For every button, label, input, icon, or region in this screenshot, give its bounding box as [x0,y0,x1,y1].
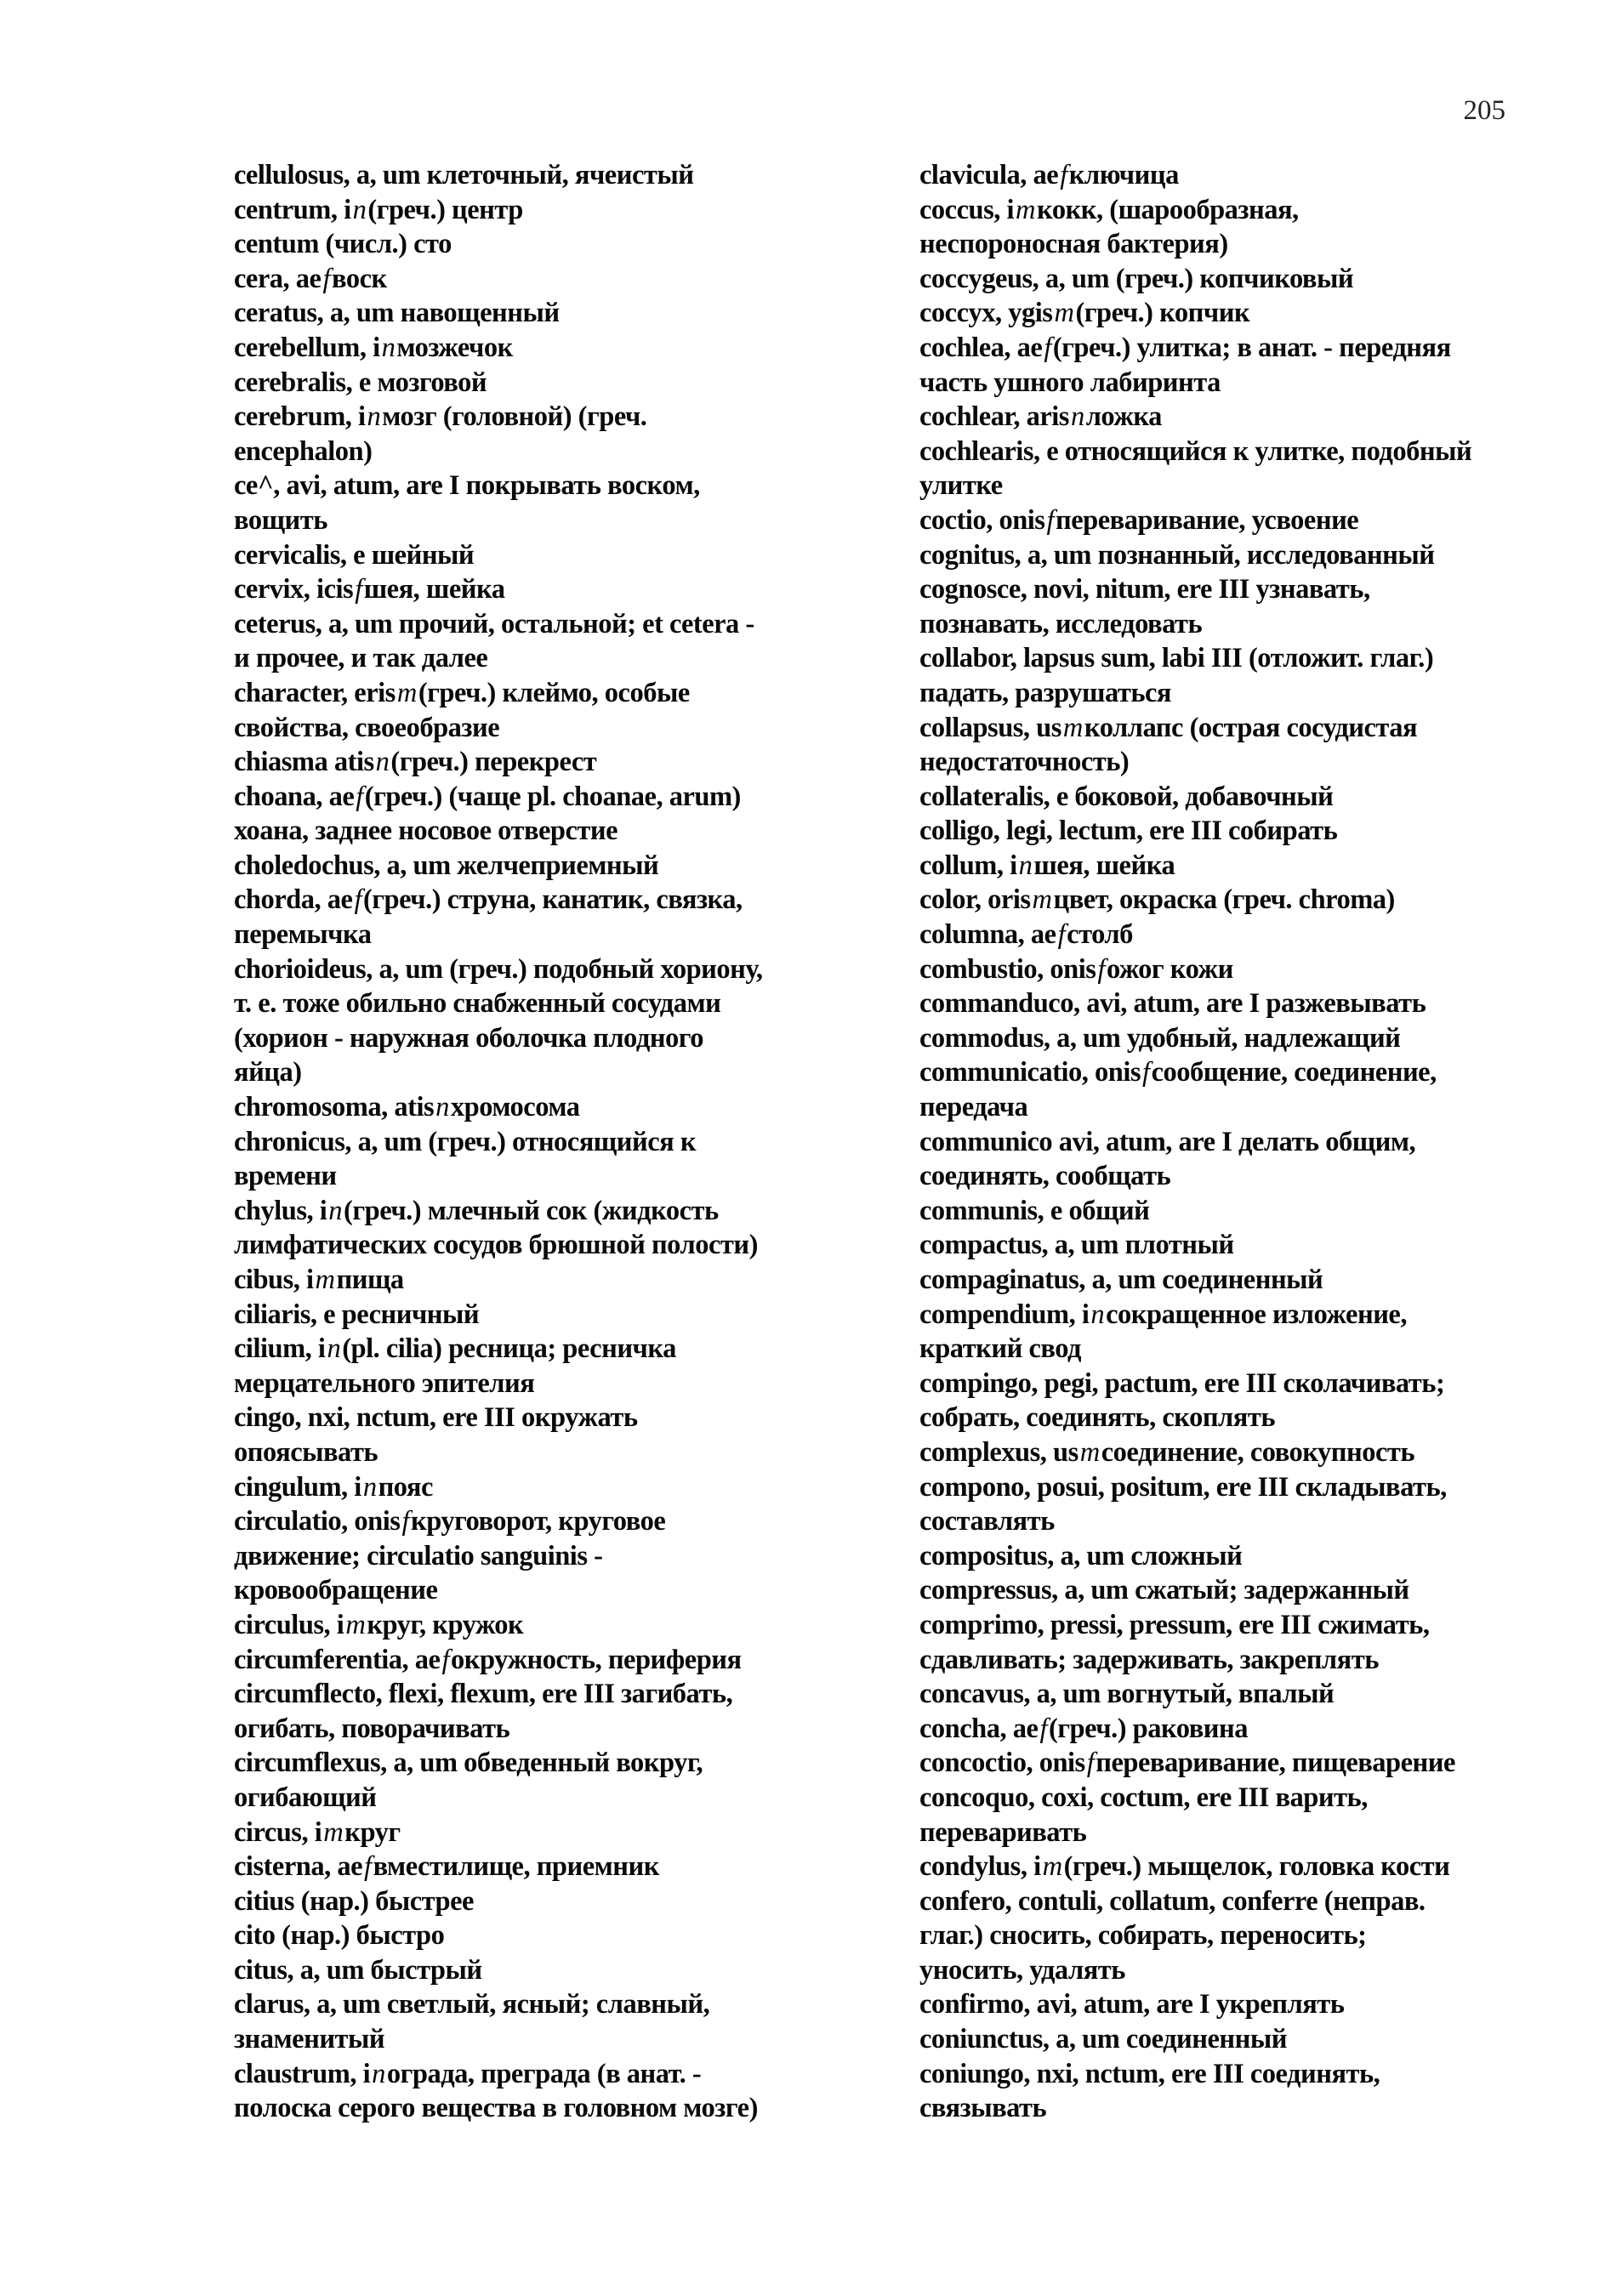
dictionary-entry [919,711,1540,780]
dictionary-entry [234,538,906,573]
entry-definition: круговорот, круговое [410,1506,666,1537]
entry-headword: chylus, i [234,1195,327,1226]
gender-marker: m [315,1265,335,1295]
dictionary-entry [919,1055,1540,1124]
dictionary-entry [234,607,906,676]
entry-headword: compaginatus, a, um соединенный [919,1265,1323,1295]
dictionary-entry [234,883,906,952]
dictionary-entry [919,1781,1540,1850]
entry-headword: colligo, legi, lectum, ere III собирать [919,816,1338,847]
gender-marker: f [1046,504,1054,536]
dictionary-entry [919,1712,1540,1747]
entry-headword: character, eris [234,677,396,708]
entry-headword: choana, ae [234,781,355,812]
entry-headword: chorioideus, a, um (греч.) подобный хориону, [234,953,763,985]
entry-definition: столб [1067,919,1133,951]
dictionary-entry [234,1125,906,1194]
dictionary-entry [919,1539,1540,1574]
dictionary-entry [234,193,906,228]
entry-continuation: (хорион - наружная оболочка плодного [234,1022,703,1054]
dictionary-entry [919,1298,1540,1367]
dictionary-entry [919,1470,1540,1539]
entry-headword: concoquo, coxi, coctum, ere III варить, [919,1782,1368,1813]
entry-definition: (греч.) струна, канатик, связка, [362,884,743,916]
entry-headword: coccygeus, a, um (греч.) копчиковый [919,263,1354,294]
entry-definition: пояс [378,1471,433,1503]
dictionary-entry [234,1884,906,1919]
entry-continuation: падать, разрушаться [919,677,1172,708]
entry-headword: chorda, ae [234,884,353,916]
entry-headword: cilium, i [234,1333,326,1365]
entry-continuation: опоясывать [234,1436,378,1468]
gender-marker: n [1070,401,1084,433]
entry-definition: переваривание, усвоение [1056,504,1359,536]
gender-marker: f [1060,160,1067,190]
entry-definition: сокращенное изложение, [1106,1299,1407,1330]
left-column [234,158,906,2126]
entry-definition: (pl. cilia) ресница; ресничка [342,1333,676,1365]
dictionary-entry [919,849,1540,884]
entry-continuation: яйца) [234,1057,302,1088]
entry-headword: cerebrum, i [234,401,366,433]
gender-marker: n [362,1471,377,1503]
entry-definition: воск [331,263,387,294]
entry-definition: сообщение, соединение, [1151,1057,1437,1088]
entry-headword: chiasma atis [234,747,374,778]
gender-marker: n [328,1195,343,1226]
dictionary-entry [234,366,906,401]
entry-definition: ожог кожи [1106,953,1233,985]
dictionary-entry [234,1298,906,1333]
entry-headword: commanduco, avi, atum, are I разжевывать [919,988,1426,1020]
gender-marker: n [1090,1299,1105,1330]
entry-headword: coccus, i [919,194,1015,225]
entry-headword: compressus, a, um сжатый; задержанный [919,1575,1409,1606]
entry-definition: соединение, совокупность [1101,1436,1415,1468]
dictionary-entry [919,1263,1540,1298]
entry-headword: choledochus, a, um желчеприемный [234,850,659,881]
entry-definition: переваривание, пищеварение [1096,1748,1455,1779]
entry-headword: ceterus, a, um прочий, остальной; et cetera - [234,608,754,639]
dictionary-entry [919,641,1540,710]
dictionary-entry [234,572,906,607]
dictionary-entry [234,1401,906,1469]
gender-marker: f [1057,919,1066,951]
entry-headword: collateralis, e боковой, добавочный [919,781,1334,812]
entry-headword: cito (нар.) быстро [234,1920,445,1952]
entry-definition: круг [344,1816,401,1848]
dictionary-entry [234,1953,906,1988]
dictionary-entry [234,1918,906,1953]
entry-headword: chronicus, a, um (греч.) относящийся к [234,1126,697,1157]
entry-definition: мозжечок [396,332,513,363]
entry-headword: circulatio, onis [234,1506,401,1537]
entry-definition: (греч.) улитка; в анат. - передняя [1052,332,1451,363]
entry-headword: cellulosus, a, um клеточный, ячеистый [234,160,694,190]
dictionary-entry [919,1746,1540,1781]
entry-headword: confirmo, avi, atum, are I укреплять [919,1989,1345,2020]
entry-definition: цвет, окраска (греч. chroma) [1053,884,1395,916]
gender-marker: f [355,574,362,605]
entry-headword: compositus, a, um сложный [919,1540,1243,1571]
dictionary-entry [234,849,906,884]
gender-marker: m [1032,884,1052,916]
entry-headword: condylus, i [919,1851,1041,1883]
entry-headword: centrum, i [234,194,351,225]
entry-headword: cerebellum, i [234,332,380,363]
entry-headword: cingo, nxi, nctum, ere III окружать [234,1402,638,1434]
entry-continuation: мерцательного эпителия [234,1367,535,1399]
entry-headword: collum, i [919,850,1017,881]
dictionary-entry [919,1228,1540,1263]
gender-marker: m [1016,194,1036,225]
entry-headword: cochlea, ae [919,332,1043,363]
entry-headword: cisterna, ae [234,1851,363,1883]
dictionary-entry [919,262,1540,297]
entry-headword: cognitus, a, um познанный, исследованный [919,539,1435,571]
entry-headword: claustrum, i [234,2058,371,2089]
gender-marker: f [1142,1057,1150,1088]
entry-definition: кокк, (шарообразная, [1037,194,1299,225]
dictionary-entry [234,2057,906,2126]
entry-definition: коллапс (острая сосудистая [1084,712,1418,743]
entry-continuation: полоска серого вещества в головном мозге) [234,2093,758,2124]
dictionary-entry [919,400,1540,435]
entry-headword: citius (нар.) быстрее [234,1885,474,1917]
entry-headword: circumflexus, a, um обведенный вокруг, [234,1748,703,1779]
entry-headword: color, oris [919,884,1031,916]
dictionary-entry [919,435,1540,503]
entry-headword: commodus, a, um удобный, надлежащий [919,1022,1401,1054]
entry-definition: шея, шейка [1033,850,1175,881]
dictionary-entry [919,1367,1540,1435]
dictionary-entry [919,883,1540,918]
dictionary-entry [919,986,1540,1021]
entry-continuation: недостаточность) [919,747,1130,778]
dictionary-entry [919,814,1540,849]
dictionary-entry [919,1021,1540,1056]
entry-definition: (греч.) центр [367,194,523,225]
entry-headword: concoctio, onis [919,1748,1085,1779]
dictionary-entry [234,1263,906,1298]
entry-headword: cera, ae [234,263,322,294]
entry-definition: хромосома [450,1092,580,1123]
dictionary-entry [919,1884,1540,1988]
dictionary-entry [234,331,906,366]
entry-headword: comprimo, pressi, pressum, ere III сжимать, [919,1609,1430,1640]
dictionary-entry [919,2057,1540,2126]
dictionary-entry [919,572,1540,641]
entry-headword: combustio, onis [919,953,1096,985]
gender-marker: m [1042,1851,1062,1883]
entry-headword: cognosce, novi, nitum, ere III узнавать, [919,574,1370,605]
dictionary-entry [234,745,906,780]
gender-marker: f [1039,1713,1047,1744]
entry-continuation: уносить, удалять [919,1954,1125,1986]
gender-marker: f [1097,953,1105,985]
entry-headword: ciliaris, e ресничный [234,1299,480,1330]
entry-headword: coniungo, nxi, nctum, ere III соединять, [919,2058,1380,2089]
dictionary-entry [919,1608,1540,1677]
dictionary-entry [919,952,1540,987]
gender-marker: n [1018,850,1033,881]
dictionary-entry [919,1194,1540,1229]
entry-continuation: т. е. тоже обильно снабженный сосудами [234,988,721,1020]
entry-continuation: знаменитый [234,2024,385,2055]
entry-definition: ключица [1068,160,1179,190]
dictionary-entry [919,1677,1540,1712]
gender-marker: n [435,1092,449,1123]
entry-headword: cervix, icis [234,574,354,605]
entry-continuation: неспороносная бактерия) [919,229,1228,260]
entry-headword: compactus, a, um плотный [919,1230,1234,1261]
dictionary-entry [234,1987,906,2056]
entry-headword: circulus, i [234,1609,344,1640]
entry-definition: мозг (головной) (греч. [382,401,647,433]
entry-headword: ce^, avi, atum, are I покрывать воском, [234,470,700,502]
entry-headword: confero, contuli, collatum, conferre (неправ. [919,1885,1426,1917]
gender-marker: m [396,677,417,708]
dictionary-entry [234,400,906,469]
dictionary-entry [234,227,906,262]
entry-continuation: свойства, своеобразие [234,712,500,743]
gender-marker: m [323,1816,344,1848]
dictionary-entry [919,1573,1540,1608]
entry-headword: coctio, onis [919,504,1045,536]
entry-headword: concavus, a, um вогнутый, впалый [919,1679,1335,1710]
dictionary-entry [919,158,1540,193]
entry-continuation: глаг.) сносить, собирать, переносить; [919,1920,1367,1952]
entry-continuation: encephalon) [234,435,373,467]
entry-headword: cochlearis, e относящийся к улитке, подобный [919,435,1472,467]
entry-headword: circumflecto, flexi, flexum, ere III загибать, [234,1679,733,1710]
entry-headword: communis, e общий [919,1195,1150,1226]
dictionary-entry [919,538,1540,573]
entry-headword: communico avi, atum, are I делать общим, [919,1126,1416,1157]
dictionary-entry [234,262,906,297]
dictionary-entry [919,1435,1540,1470]
entry-continuation: собрать, соединять, скоплять [919,1402,1276,1434]
entry-definition: (греч.) (чаще pl. choanae, arum) [364,781,741,812]
right-column [919,158,1540,2126]
entry-headword: communicatio, onis [919,1057,1141,1088]
entry-headword: clavicula, ae [919,160,1059,190]
dictionary-entry [234,296,906,331]
entry-headword: cingulum, i [234,1471,361,1503]
entry-definition: (греч.) копчик [1075,298,1250,329]
entry-definition: круг, кружок [367,1609,524,1640]
entry-continuation: и прочее, и так далее [234,643,488,674]
entry-continuation: огибающий [234,1782,377,1813]
entry-headword: complexus, us [919,1436,1078,1468]
dictionary-entry [234,1470,906,1505]
entry-definition: (греч.) клеймо, особые [418,677,690,708]
gender-marker: f [401,1506,409,1537]
gender-marker: n [327,1333,341,1365]
gender-marker: n [367,401,381,433]
entry-continuation: хоана, заднее носовое отверстие [234,816,618,847]
entry-headword: collabor, lapsus sum, labi III (отложит. глаг.) [919,643,1434,674]
gender-marker: m [1062,712,1083,743]
entry-definition: ложка [1085,401,1162,433]
gender-marker: f [1044,332,1051,363]
entry-headword: compingo, pegi, pactum, ere III сколачивать; [919,1367,1445,1399]
dictionary-entry [234,1504,906,1608]
entry-continuation: связывать [919,2093,1047,2124]
entry-headword: cervicalis, e шейный [234,539,475,571]
dictionary-entry [234,1608,906,1643]
entry-continuation: часть ушного лабиринта [919,367,1221,398]
dictionary-entry [234,1816,906,1850]
dictionary-entry [919,193,1540,262]
entry-definition: шея, шейка [363,574,505,605]
entry-headword: chromosoma, atis [234,1092,435,1123]
entry-continuation: времени [234,1161,337,1192]
entry-headword: ceratus, a, um навощенный [234,298,560,329]
dictionary-entry [919,331,1540,400]
gender-marker: m [1054,298,1074,329]
gender-marker: f [322,263,330,294]
page-number: 205 [1463,95,1505,126]
entry-headword: collapsus, us [919,712,1061,743]
gender-marker: f [354,884,361,916]
entry-headword: clarus, a, um светлый, ясный; славный, [234,1989,710,2020]
entry-continuation: переваривать [919,1816,1087,1848]
dictionary-entry [919,1850,1540,1884]
entry-definition: вместилище, приемник [373,1851,659,1883]
entry-definition: пища [336,1265,404,1295]
entry-headword: columna, ae [919,919,1056,951]
entry-continuation: вощить [234,504,327,536]
dictionary-entry [919,918,1540,952]
entry-continuation: соединять, сообщать [919,1161,1171,1192]
gender-marker: m [1079,1436,1100,1468]
entry-headword: coccyx, ygis [919,298,1053,329]
entry-headword: cibus, i [234,1265,314,1295]
dictionary-entry [919,503,1540,538]
entry-headword: citus, a, um быстрый [234,1954,482,1986]
dictionary-entry [234,1746,906,1815]
dictionary-entry [234,1090,906,1125]
entry-continuation: сдавливать; задерживать, закреплять [919,1644,1379,1675]
entry-continuation: краткий свод [919,1333,1081,1365]
dictionary-entry [234,780,906,849]
gender-marker: n [381,332,396,363]
entry-continuation: лимфатических сосудов брюшной полости) [234,1230,758,1261]
gender-marker: f [441,1644,450,1675]
entry-continuation: составлять [919,1506,1055,1537]
dictionary-entry [919,1987,1540,2022]
dictionary-entry [919,780,1540,815]
entry-definition: (греч.) перекрест [390,747,597,778]
entry-headword: coniunctus, a, um соединенный [919,2024,1287,2055]
gender-marker: f [364,1851,372,1883]
gender-marker: n [375,747,390,778]
gender-marker: m [345,1609,366,1640]
entry-definition: (греч.) млечный сок (жидкость [344,1195,719,1226]
entry-headword: centum (числ.) сто [234,229,452,260]
entry-headword: circumferentia, ae [234,1644,441,1675]
entry-definition: окружность, периферия [451,1644,742,1675]
entry-continuation: передача [919,1092,1028,1123]
dictionary-entry [919,296,1540,331]
entry-continuation: познавать, исследовать [919,608,1203,639]
gender-marker: f [356,781,363,812]
dictionary-entry [919,1125,1540,1194]
entry-definition: (греч.) раковина [1048,1713,1248,1744]
entry-headword: compendium, i [919,1299,1090,1330]
entry-definition: (греч.) мыщелок, головка кости [1063,1851,1450,1883]
gender-marker: f [1086,1748,1095,1779]
entry-headword: cochlear, aris [919,401,1069,433]
dictionary-entry [234,1643,906,1678]
entry-headword: cerebralis, e мозговой [234,367,487,398]
entry-definition: ограда, преграда (в анат. - [386,2058,702,2089]
entry-headword: compono, posui, positum, ere III складывать, [919,1471,1447,1503]
entry-headword: concha, ae [919,1713,1039,1744]
dictionary-entry [234,158,906,193]
gender-marker: n [352,194,367,225]
entry-headword: circus, i [234,1816,322,1848]
entry-continuation: перемычка [234,919,372,951]
entry-continuation: движение; circulatio sanguinis - [234,1540,603,1571]
dictionary-entry [234,676,906,745]
dictionary-entry [234,469,906,537]
entry-continuation: огибать, поворачивать [234,1713,510,1744]
dictionary-entry [919,2022,1540,2057]
dictionary-entry [234,1194,906,1263]
dictionary-entry [234,1332,906,1401]
entry-continuation: кровообращение [234,1575,438,1606]
dictionary-entry [234,1850,906,1884]
dictionary-entry [234,1677,906,1746]
dictionary-entry [234,952,906,1090]
entry-continuation: улитке [919,470,1003,502]
gender-marker: n [372,2058,385,2089]
